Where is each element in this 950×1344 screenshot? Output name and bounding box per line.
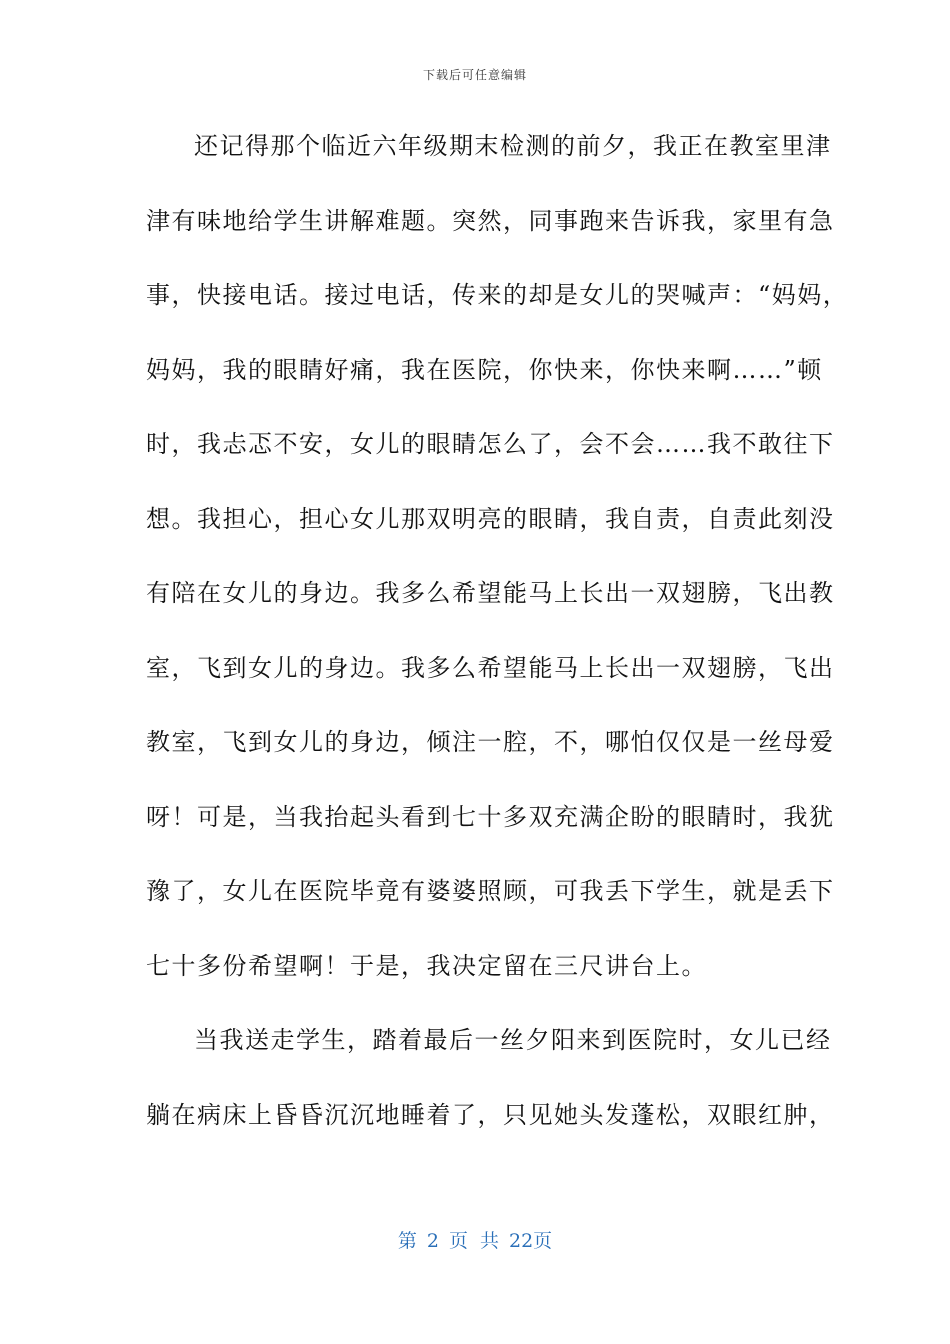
- text-line: 时，我忐忑不安，女儿的眼睛怎么了，会不会……我不敢往下: [146, 430, 835, 458]
- text-line: 妈妈，我的眼睛好痛，我在医院，你快来，你快来啊……”顿: [146, 355, 823, 384]
- text-line: 躺在病床上昏昏沉沉地睡着了，只见她头发蓬松，双眼红肿，: [146, 1100, 835, 1129]
- text-line: 津有味地给学生讲解难题。突然，同事跑来告诉我，家里有急: [146, 206, 835, 235]
- text-line: 当我送走学生，踏着最后一丝夕阳来到医院时，女儿已经: [194, 1026, 832, 1054]
- footer-current-page: 2: [426, 1230, 439, 1252]
- text-line: 豫了，女儿在医院毕竟有婆婆照顾，可我丢下学生，就是丢下: [146, 877, 835, 905]
- page-number-footer: [0, 1226, 950, 1253]
- footer-label-page: 第: [397, 1230, 417, 1252]
- paragraph-1: [146, 120, 849, 1014]
- text-line: 事，快接电话。接过电话，传来的却是女儿的哭喊声：“妈妈，: [146, 281, 849, 309]
- text-line: 还记得那个临近六年级期末检测的前夕，我正在教室里津: [194, 132, 832, 160]
- text-line: 七十多份希望啊！于是，我决定留在三尺讲台上。: [146, 951, 707, 980]
- text-line: 呀！可是，当我抬起头看到七十多双充满企盼的眼睛时，我犹: [146, 802, 835, 831]
- text-line: 教室，飞到女儿的身边，倾注一腔，不，哪怕仅仅是一丝母爱: [146, 728, 835, 756]
- text-line: 想。我担心，担心女儿那双明亮的眼睛，我自责，自责此刻没: [146, 504, 835, 533]
- document-body: [146, 120, 849, 1163]
- text-line: 室，飞到女儿的身边。我多么希望能马上长出一双翅膀，飞出: [146, 653, 835, 682]
- footer-label-of: 页 共: [448, 1230, 499, 1252]
- text-line: 有陪在女儿的身边。我多么希望能马上长出一双翅膀，飞出教: [146, 579, 835, 607]
- footer-total-pages: 22页: [508, 1230, 553, 1252]
- paragraph-2: [146, 1014, 835, 1163]
- page-header-note: 下载后可任意编辑: [422, 68, 527, 82]
